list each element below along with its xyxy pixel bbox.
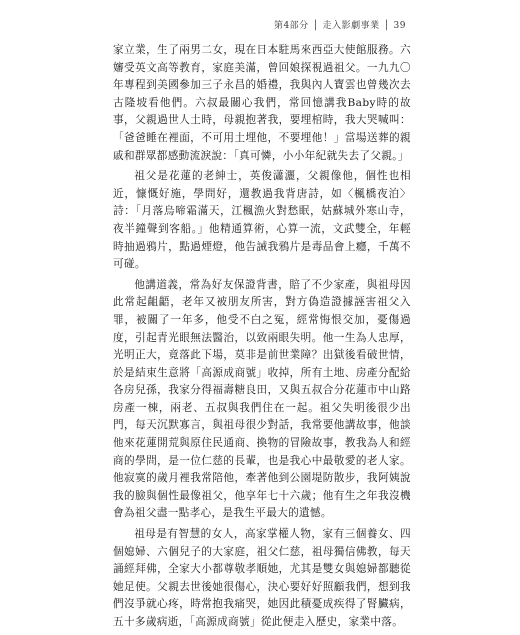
header-part: 第4部分 — [273, 21, 309, 31]
page-number: 39 — [393, 21, 406, 31]
paragraph-1: 家立業，生了兩男二女，現在日本駐馬來西亞大使館服務。六嬸受英文高等教育，家庭美滿，曾回娘探視過祖父。一九九〇年專程到美國參加三子永昌的婚禮，我與內人寶雲也曾幾次去古隆坡看他們。六叔最關心我們，常回憶講我Baby時的故事，父親過世人土時，母親抱著我，要埋棺時，我大哭喊叫：「爸爸睡在裡面，不可用土埋他，不要埋他！」當場送葬的親戚和群眾都感動流淚說：「真可憐，小小年紀就失去了父親。」 — [113, 44, 411, 162]
paragraph-2: 祖父是花蓮的老紳士，英俊瀟灑，父親像他，個性也相近，慷慨好施，學問好，還教過我背唐詩，如〈楓橋夜泊〉詩：「月落烏啼霜滿天，江楓漁火對愁眠，姑蘇城外寒山寺，夜半鐘聲到客船。」他精通算術，心算一流，文武雙全，年輕時抽過鴉片，點過煙燈，他告誡我鴉片是毒品會上癮，千萬不可碰。 — [113, 170, 411, 271]
header-separator: │ — [383, 21, 390, 31]
body-text — [113, 42, 411, 635]
paragraph-3: 他講道義，常為好友保證背書，賠了不少家產，與祖母因此常起齟齬，老年又被朋友所害，對方偽造證據誣害祖父入罪，被關了一年多，他受不白之冤，經常悔恨交加，憂傷過度，引起青光眼無法醫治，以致兩眼失明。他一生為人忠厚，光明正大，竟落此下場，莫非是前世業障？出獄後看破世情，於是結束生意將「高源成商號」收掉，所有土地、房產分配給各房兒孫，我家分得福壽糖良田，又與五叔合分花蓮市中山路房產一棟，兩老、五叔與我們住在一起。祖父失明後很少出門，每天沉默寡言，與祖母很少對話，我常要他講故事，他談他來花蓮開荒與原住民通商、換物的冒險故事，教我為人和經商的學問，是一位仁慈的長輩，也是我心中最敬愛的老人家。他寂寞的歲月裡我常陪他，牽著他到公園堤防散步，我阿姨說我的臉與個性最像祖父，他享年七十六歲；他有生之年我沒機會為祖父盡一點孝心，是我生平最大的遺憾。 — [113, 278, 411, 520]
running-header — [274, 18, 406, 31]
header-separator: │ — [312, 21, 319, 31]
paragraph-4: 祖母是有智慧的女人，高家掌權人物，家有三個養女、四個媳婦、六個兒子的大家庭，祖父仁慈，祖母獨信佛教，每天誦經拜佛，全家大小都尊敬孝順她，尤其是雙女與媳婦都聽從她足使。父親去世後她很傷心，決心要好好照顧我們，想到我們沒爭就心疼，時常抱我痛哭，她因此積憂成疾得了腎臟病，五十多歲病逝，「高源成商號」從此便走入歷史，家業中落。 — [113, 528, 411, 628]
header-section: 走入影劇事業 — [322, 21, 380, 31]
